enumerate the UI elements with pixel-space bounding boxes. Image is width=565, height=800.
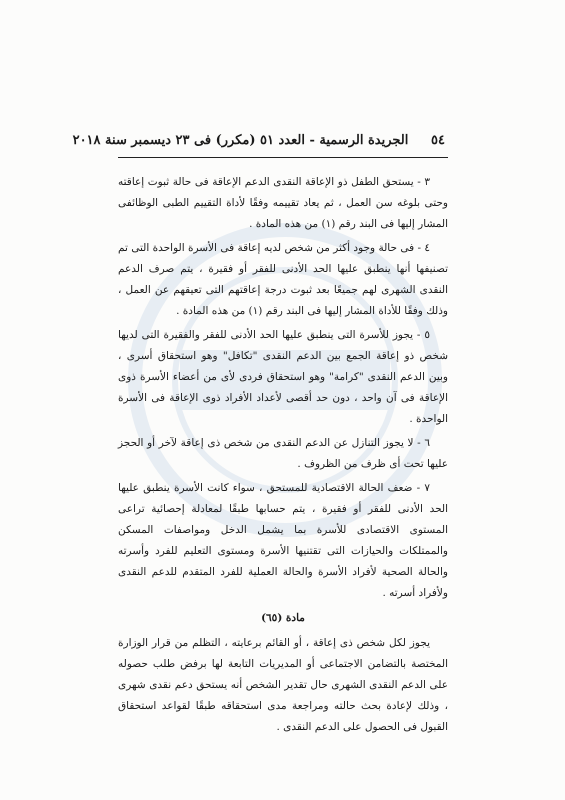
page-number: ٥٤ [431,133,445,148]
paragraph-item-4: ٤ - فى حالة وجود أكثر من شخص لديه إعاقة فى الأسرة الواحدة التى تم تصنيفها أنها ينطبق عليها الحد الأدنى للفقر أو فقيرة ، يتم صرف الدعم النقدى الشهرى لهم جميعًا بعد ثبوت درجة إعاقتهم التى تعيقهم عن العمل ، وذلك وفقًا للأداة المشار إليها فى البند رقم (١) من هذه المادة . [118,242,448,317]
paragraph-item-3: ٣ - يستحق الطفل ذو الإعاقة النقدى الدعم الإعاقة فى حالة ثبوت إعاقته وحتى بلوغه سن العمل ، ثم يعاد تقييمه وفقًا لأداة التقييم الطبى الوظائفى المشار إليها فى البند رقم (١) من هذه المادة . [118,176,448,230]
header-rule [118,157,448,158]
article-heading: مادة (٦٥) [261,612,305,624]
paragraph-item-7: ٧ - ضعف الحالة الاقتصادية للمستحق ، سواء كانت الأسرة ينطبق عليها الحد الأدنى للفقر أو فقيرة ، يتم حسابها طبقًا لمعادلة إحصائية تراعى المستوى الاقتصادى للأسرة بما يشمل الدخل ومواصفات المسكن والممتلكات والحيازات التى تقتنيها الأسرة ومستوى التعليم للفرد وأسرته والحالة الصحية لأفراد الأسرة والحالة العملية للفرد المتقدم للدعم النقدى ولأفراد أسرته . [118,482,448,599]
page-header [72,133,445,148]
header-title: الجريدة الرسمية - العدد ٥١ (مكرر) فى ٢٣ ديسمبر سنة ٢٠١٨ [72,133,409,148]
document-body [118,172,448,741]
paragraph-item-6: ٦ - لا يجوز التنازل عن الدعم النقدى من شخص ذى إعاقة لآخر أو الحجز عليها تحت أى ظرف من الظروف . [118,437,448,470]
paragraph-item-5: ٥ - يجوز للأسرة التى ينطبق عليها الحد الأدنى للفقر والفقيرة التى لديها شخص ذو إعاقة الجمع بين الدعم النقدى "تكافل" وهو استحقاق أسرى ، وبين الدعم النقدى "كرامة" وهو استحقاق فردى لأى من أعضاء الأسرة ذوى الإعاقة فى آن واحد ، دون حد أقصى لأعداد الأفراد ذوى الإعاقة فى الأسرة الواحدة . [118,329,448,425]
article-text: يجوز لكل شخص ذى إعاقة ، أو القائم برعايته ، التظلم من قرار الوزارة المختصة بالتضامن الاجتماعى أو المديريات التابعة لها برفض طلب حصوله على الدعم النقدى الشهرى حال تقدير الشخص أنه يستحق دعم نقدى شهرى ، وذلك لإعادة بحث حالته ومراجعة مدى استحقاقه طبقًا لقواعد استحقاق القبول فى الحصول على الدعم النقدى . [118,637,448,733]
